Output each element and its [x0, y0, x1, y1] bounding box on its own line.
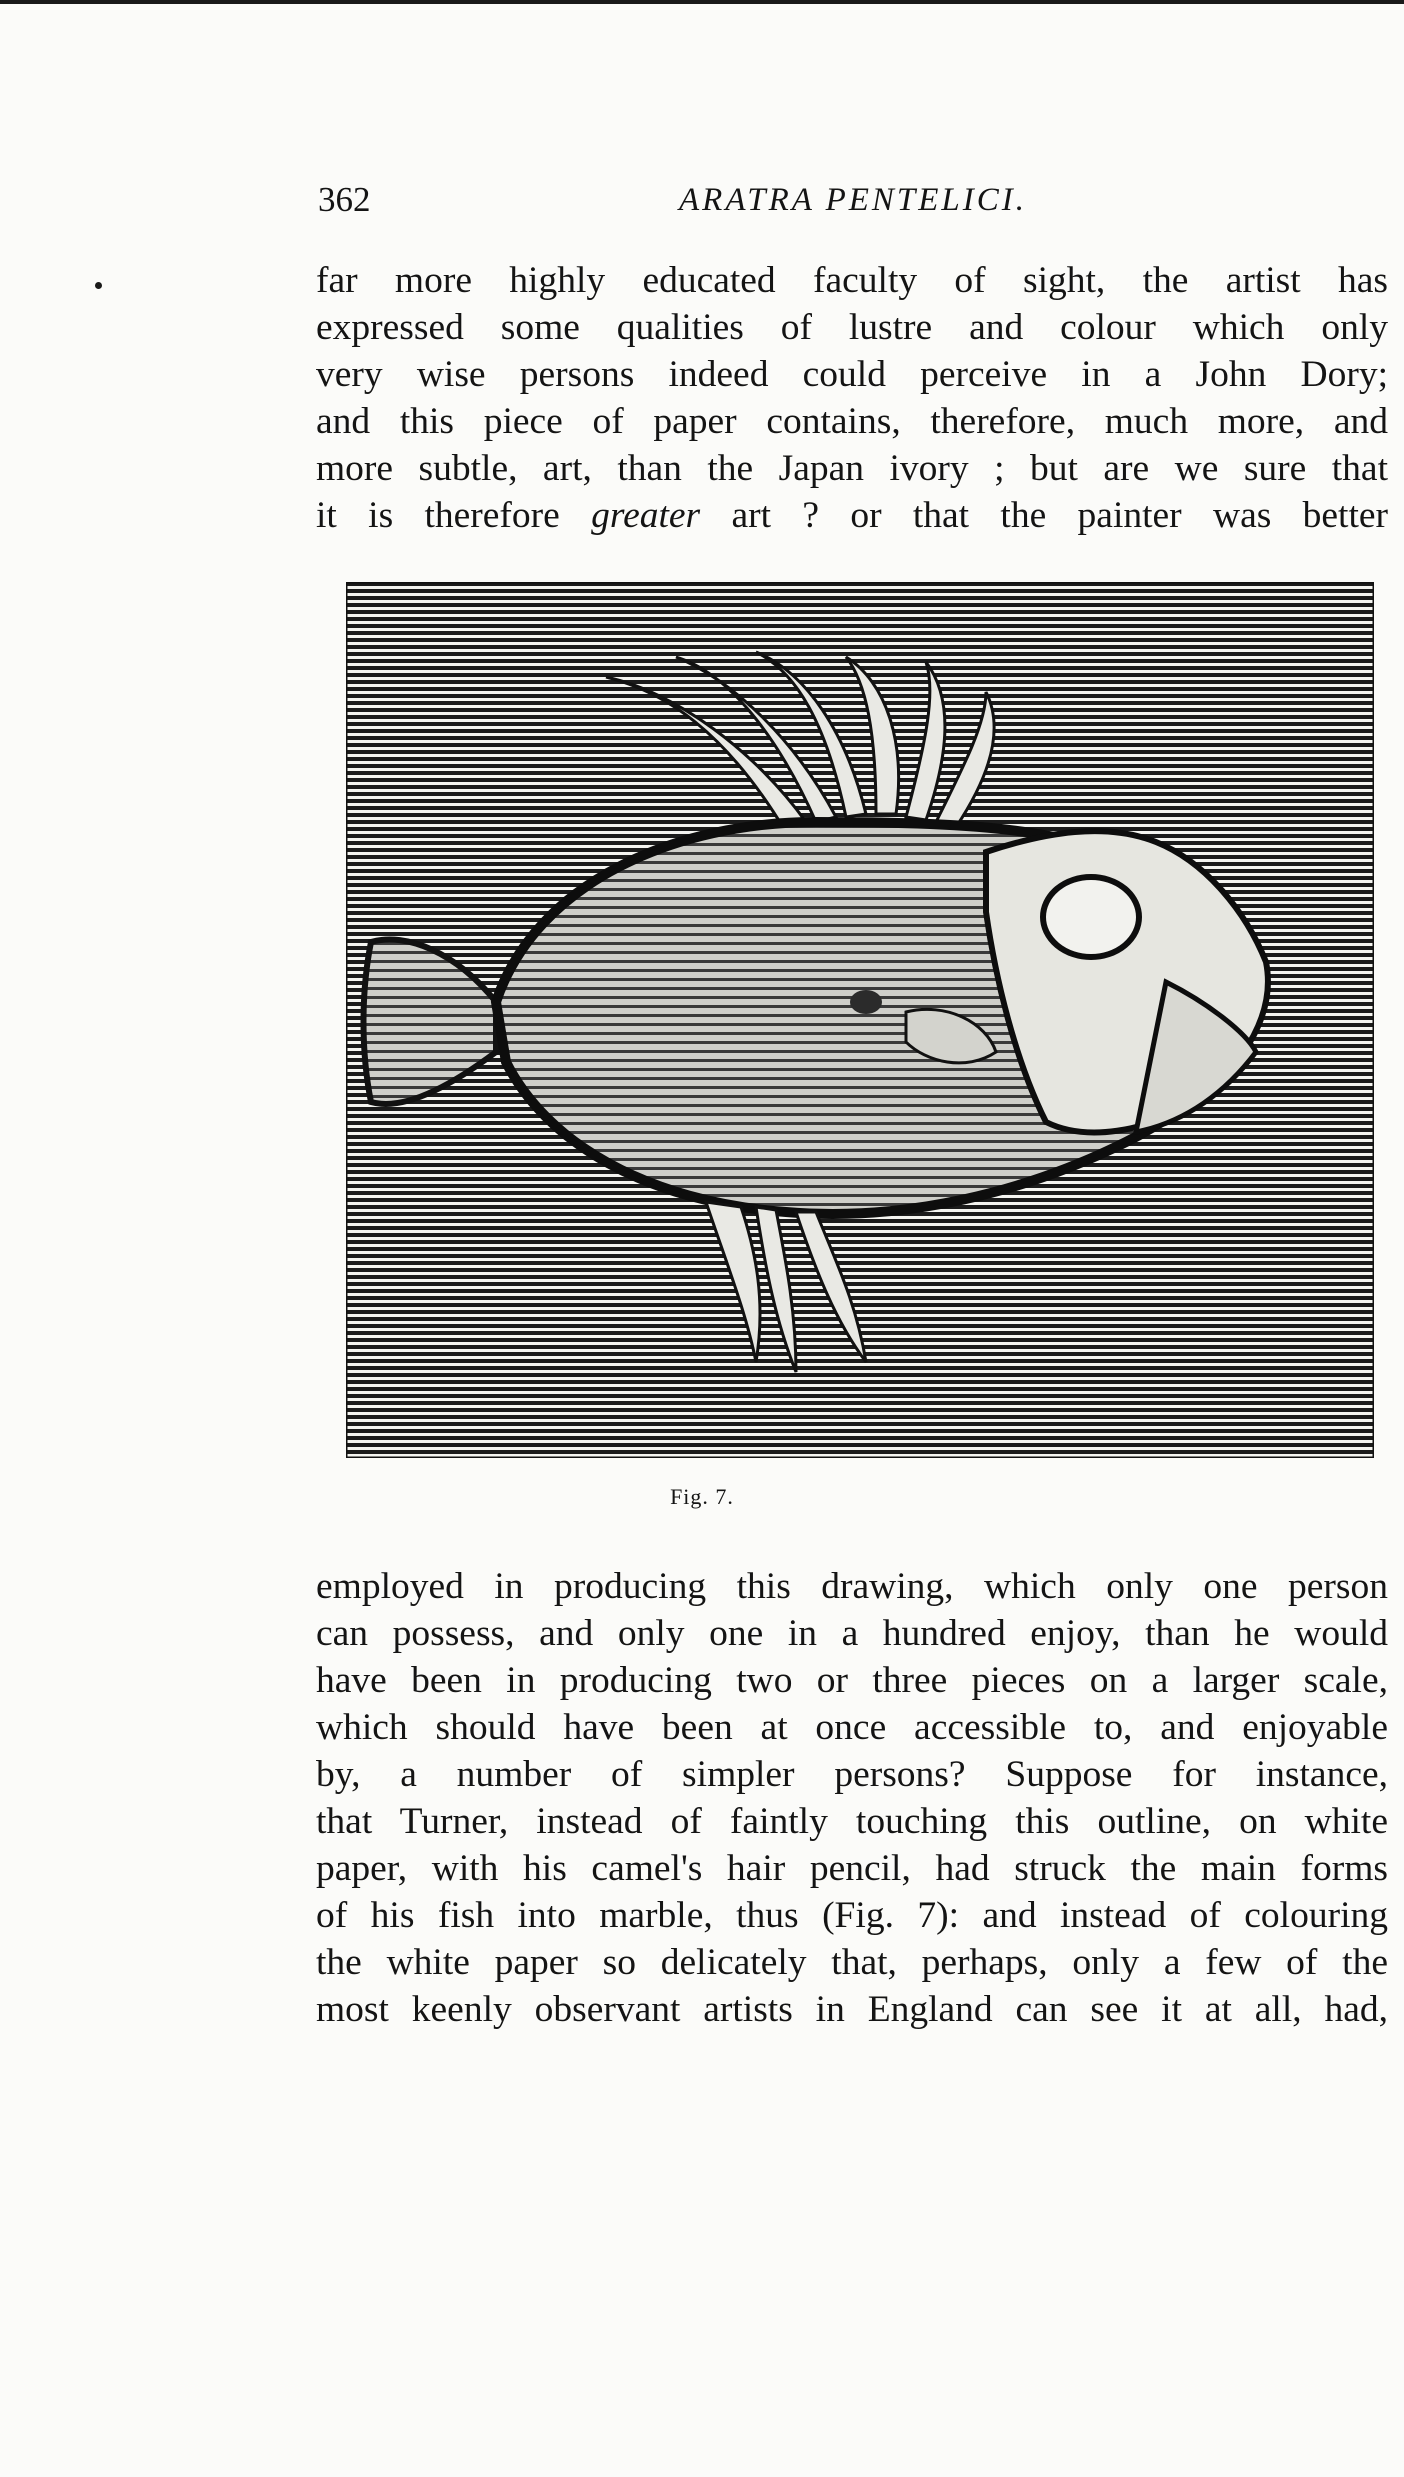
page-number: 362 — [318, 180, 371, 219]
text-line: paper, with his camel's hair pencil, had struck the main forms — [316, 1848, 1388, 1889]
text-line: expressed some qualities of lustre and colour which only — [316, 307, 1388, 348]
running-head: ARATRA PENTELICI. — [679, 182, 1027, 218]
fish-engraving-figure — [346, 582, 1374, 1458]
text-line-last — [316, 492, 1388, 539]
text-line: and this piece of paper contains, therefore, much more, and — [316, 401, 1388, 442]
fish-eye — [1043, 877, 1139, 957]
john-dory-engraving — [346, 582, 1374, 1458]
paragraph-bottom — [316, 1563, 1388, 2033]
italic-word: greater — [591, 495, 701, 536]
text-line: employed in producing this drawing, which only one person — [316, 1566, 1388, 1607]
text-line: most keenly observant artists in England can see it at all, had, — [316, 1989, 1388, 2030]
text-line: can possess, and only one in a hundred enjoy, than he would — [316, 1613, 1388, 1654]
top-border-rule — [0, 0, 1404, 4]
page-header — [318, 178, 1388, 222]
fish-spot — [850, 990, 882, 1014]
text-line: that Turner, instead of faintly touching this outline, on white — [316, 1801, 1388, 1842]
text-line: of his fish into marble, thus (Fig. 7): and instead of colouring — [316, 1895, 1388, 1936]
text-line: far more highly educated faculty of sight, the artist has — [316, 260, 1388, 301]
text-line: which should have been at once accessible to, and enjoyable — [316, 1707, 1388, 1748]
margin-mark — [95, 282, 102, 289]
text-run: it is therefore — [316, 495, 592, 536]
text-line: have been in producing two or three pieces on a larger scale, — [316, 1660, 1388, 1701]
text-line: very wise persons indeed could perceive in a John Dory; — [316, 354, 1388, 395]
text-line: more subtle, art, than the Japan ivory ; but are we sure that — [316, 448, 1388, 489]
text-line: the white paper so delicately that, perhaps, only a few of the — [316, 1942, 1388, 1983]
text-run: art ? or that the painter was better — [700, 495, 1388, 536]
figure-caption: Fig. 7. — [670, 1484, 734, 1509]
text-line: by, a number of simpler persons? Suppose for instance, — [316, 1754, 1388, 1795]
paragraph-top — [316, 257, 1388, 539]
